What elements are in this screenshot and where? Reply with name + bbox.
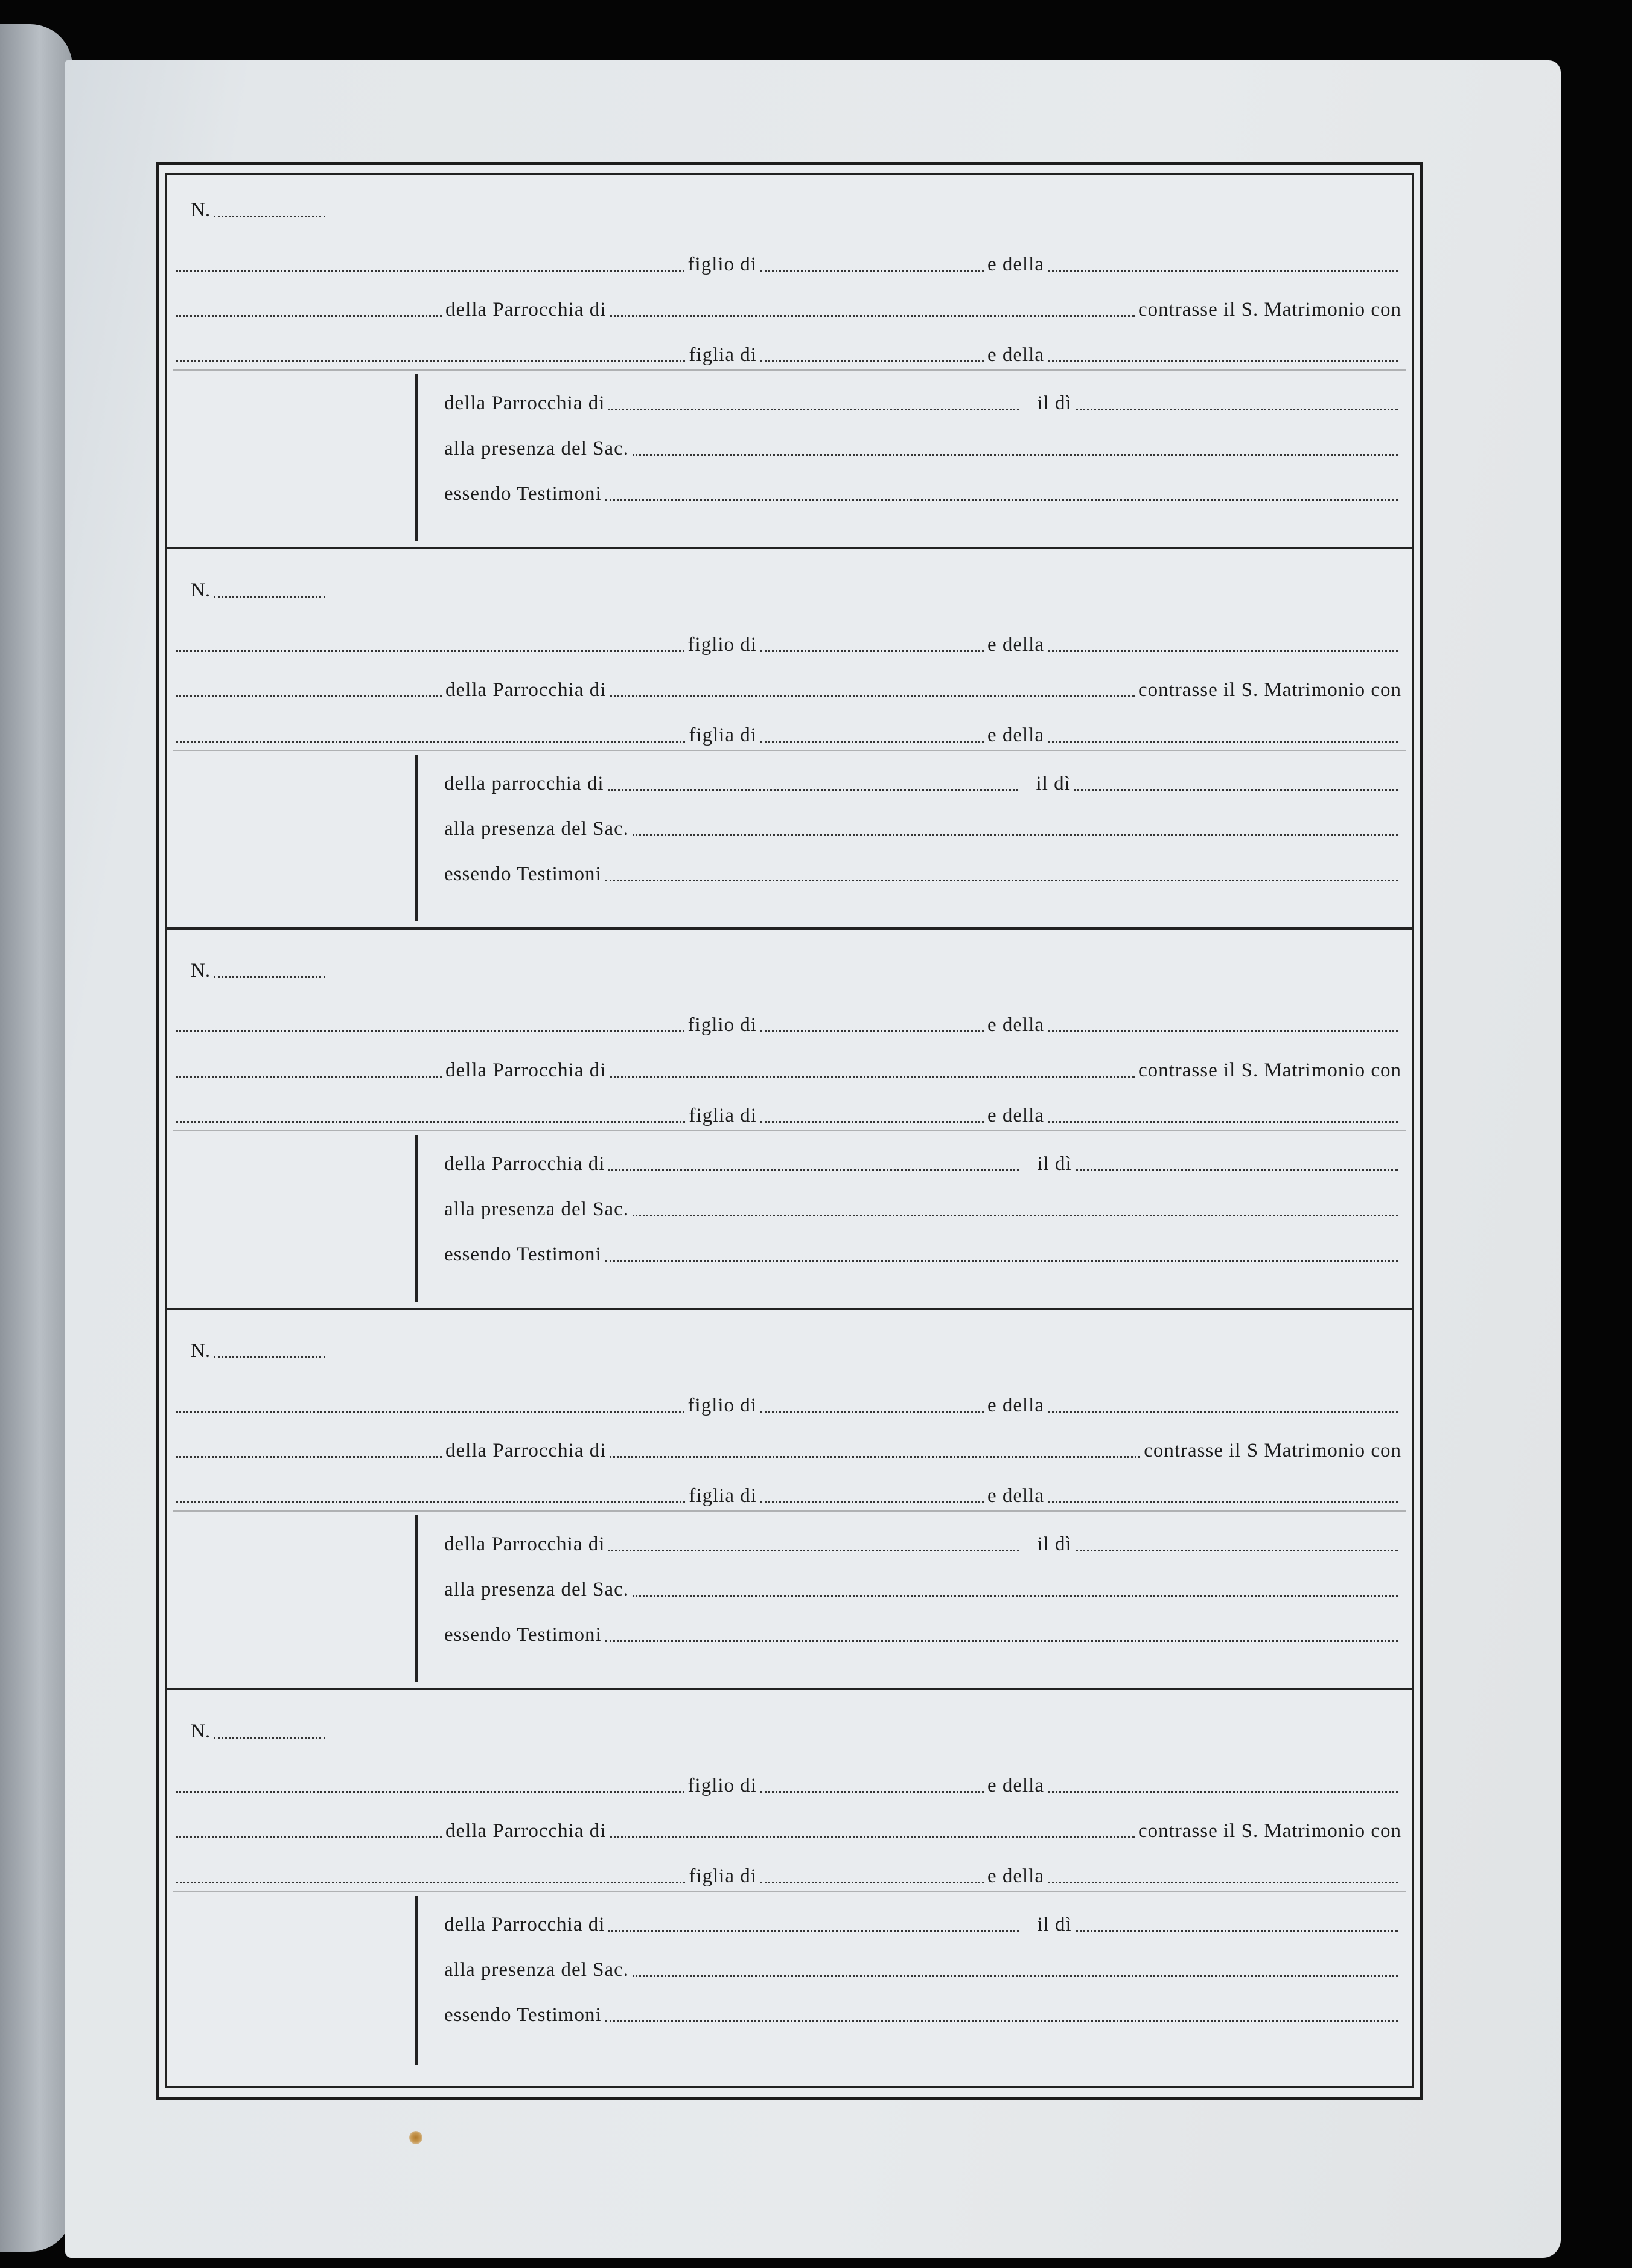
bride-mother-field[interactable] xyxy=(1048,1882,1398,1883)
presence-label: alla presenza del Sac. xyxy=(444,438,630,459)
bride-parish-field[interactable] xyxy=(608,1930,1019,1932)
groom-parish-field[interactable] xyxy=(610,1456,1140,1458)
groom-parish-label: della Parrocchia di xyxy=(445,1820,607,1842)
presence-label: alla presenza del Sac. xyxy=(444,1959,630,1981)
married-with-label: contrasse il S. Matrimonio con xyxy=(1138,1820,1401,1842)
priest-field[interactable] xyxy=(633,454,1398,456)
groom-parish-field[interactable] xyxy=(610,1076,1135,1078)
marriage-entry-3 xyxy=(167,936,1412,1310)
entry-vertical-rule xyxy=(415,1896,418,2065)
witnesses-label: essendo Testimoni xyxy=(444,483,602,505)
groom-father-field[interactable] xyxy=(760,1030,984,1032)
date-field[interactable] xyxy=(1076,1169,1398,1171)
bride-father-field[interactable] xyxy=(760,741,984,743)
page-stain xyxy=(409,2131,422,2144)
groom-parish-label: della Parrocchia di xyxy=(445,299,607,321)
witnesses-field[interactable] xyxy=(605,1640,1398,1642)
groom-parish-field[interactable] xyxy=(610,1836,1135,1838)
number-label: N. xyxy=(191,580,211,601)
bride-father-field[interactable] xyxy=(760,1501,984,1503)
groom-parish-row xyxy=(173,299,1401,321)
entry-vertical-rule xyxy=(415,374,418,541)
on-day-label: il dì xyxy=(1037,1533,1072,1555)
bride-parish-field[interactable] xyxy=(608,789,1018,791)
groom-parish-row xyxy=(173,1440,1401,1462)
groom-mother-field[interactable] xyxy=(1048,270,1398,272)
priest-field[interactable] xyxy=(633,1595,1398,1597)
groom-parish-label: della Parrocchia di xyxy=(445,1440,607,1461)
groom-father-field[interactable] xyxy=(760,650,984,652)
groom-father-field[interactable] xyxy=(760,1791,984,1793)
groom-mother-field[interactable] xyxy=(1048,1411,1398,1413)
bride-father-field[interactable] xyxy=(760,360,984,362)
groom-surname-field[interactable] xyxy=(176,315,442,317)
groom-name-field[interactable] xyxy=(176,650,684,652)
number-label: N. xyxy=(191,1720,211,1742)
bride-parish-label: della parrocchia di xyxy=(444,773,604,794)
entry-vertical-rule xyxy=(415,1515,418,1682)
witnesses-field[interactable] xyxy=(605,880,1398,881)
groom-father-field[interactable] xyxy=(760,270,984,272)
married-with-label: contrasse il S Matrimonio con xyxy=(1144,1440,1401,1461)
entry-rule xyxy=(173,1891,1406,1892)
bride-parish-field[interactable] xyxy=(608,409,1019,410)
groom-surname-field[interactable] xyxy=(176,695,442,697)
witnesses-row xyxy=(444,2004,1401,2027)
groom-name-field[interactable] xyxy=(176,270,684,272)
bride-father-field[interactable] xyxy=(760,1882,984,1883)
marriage-entry-5 xyxy=(167,1696,1412,2071)
on-day-label: il dì xyxy=(1037,392,1072,414)
witnesses-field[interactable] xyxy=(605,2020,1398,2022)
entry-number xyxy=(191,1340,329,1362)
bride-parish-label: della Parrocchia di xyxy=(444,1533,605,1555)
priest-row xyxy=(444,1198,1401,1221)
entry-rule xyxy=(173,369,1406,371)
son-of-label: figlio di xyxy=(687,1394,757,1416)
witnesses-label: essendo Testimoni xyxy=(444,2004,602,2026)
bride-parish-label: della Parrocchia di xyxy=(444,1153,605,1175)
date-field[interactable] xyxy=(1076,409,1398,410)
priest-row xyxy=(444,818,1401,840)
bride-name-field[interactable] xyxy=(176,360,685,362)
register-frame xyxy=(156,162,1423,2100)
bride-mother-field[interactable] xyxy=(1048,1121,1398,1123)
left-page-edge xyxy=(0,24,72,2252)
witnesses-row xyxy=(444,1624,1401,1646)
daughter-of-label: figlia di xyxy=(689,1865,757,1887)
bride-name-field[interactable] xyxy=(176,1882,685,1883)
groom-name-field[interactable] xyxy=(176,1411,684,1413)
entry-rule xyxy=(173,1510,1406,1512)
entry-number xyxy=(191,1720,329,1743)
bride-parish-label: della Parrocchia di xyxy=(444,1914,605,1935)
entry-number xyxy=(191,960,329,982)
daughter-of-label: figlia di xyxy=(689,724,757,746)
daughter-of-label: figlia di xyxy=(689,1105,757,1126)
and-of-label: e della xyxy=(987,634,1044,656)
marriage-entry-1 xyxy=(167,175,1412,549)
entry-number xyxy=(191,199,329,222)
date-field[interactable] xyxy=(1076,1930,1398,1932)
bride-mother-field[interactable] xyxy=(1048,741,1398,743)
bride-name-field[interactable] xyxy=(176,1121,685,1123)
groom-row xyxy=(173,254,1401,276)
presence-label: alla presenza del Sac. xyxy=(444,818,630,840)
groom-parish-label: della Parrocchia di xyxy=(445,1059,607,1081)
on-day-label: il dì xyxy=(1036,773,1071,794)
presence-label: alla presenza del Sac. xyxy=(444,1579,630,1600)
bride-parish-row xyxy=(444,392,1401,415)
priest-field[interactable] xyxy=(633,1215,1398,1216)
bride-parish-field[interactable] xyxy=(608,1550,1019,1551)
and-of-label-bride: e della xyxy=(987,344,1044,366)
groom-row xyxy=(173,634,1401,656)
groom-parish-row xyxy=(173,1820,1401,1842)
and-of-label-bride: e della xyxy=(987,1485,1044,1507)
groom-row xyxy=(173,1014,1401,1037)
and-of-label-bride: e della xyxy=(987,724,1044,746)
and-of-label: e della xyxy=(987,1014,1044,1036)
bride-mother-field[interactable] xyxy=(1048,360,1398,362)
bride-row xyxy=(173,1105,1401,1127)
bride-parish-row xyxy=(444,773,1401,795)
witnesses-label: essendo Testimoni xyxy=(444,863,602,885)
son-of-label: figlio di xyxy=(687,1775,757,1797)
number-label: N. xyxy=(191,960,211,982)
bride-row xyxy=(173,344,1401,366)
number-field[interactable] xyxy=(214,216,325,217)
daughter-of-label: figlia di xyxy=(689,1485,757,1507)
groom-surname-field[interactable] xyxy=(176,1456,442,1458)
number-field[interactable] xyxy=(214,596,325,598)
entry-rule xyxy=(173,750,1406,751)
marriage-entry-2 xyxy=(167,555,1412,930)
witnesses-label: essendo Testimoni xyxy=(444,1244,602,1265)
bride-parish-row xyxy=(444,1533,1401,1556)
priest-field[interactable] xyxy=(633,1975,1398,1977)
groom-row xyxy=(173,1394,1401,1417)
groom-surname-field[interactable] xyxy=(176,1076,442,1078)
on-day-label: il dì xyxy=(1037,1914,1072,1935)
number-field[interactable] xyxy=(214,976,325,978)
bride-parish-row xyxy=(444,1153,1401,1175)
married-with-label: contrasse il S. Matrimonio con xyxy=(1138,1059,1401,1081)
register-frame-inner xyxy=(165,173,1414,2088)
and-of-label: e della xyxy=(987,1394,1044,1416)
entry-vertical-rule xyxy=(415,1135,418,1302)
bride-row xyxy=(173,724,1401,747)
entry-number xyxy=(191,580,329,602)
bride-parish-field[interactable] xyxy=(608,1169,1019,1171)
priest-field[interactable] xyxy=(633,834,1398,836)
witnesses-field[interactable] xyxy=(605,1260,1398,1262)
married-with-label: contrasse il S. Matrimonio con xyxy=(1138,679,1401,701)
married-with-label: contrasse il S. Matrimonio con xyxy=(1138,299,1401,321)
on-day-label: il dì xyxy=(1037,1153,1072,1175)
groom-name-field[interactable] xyxy=(176,1791,684,1793)
presence-label: alla presenza del Sac. xyxy=(444,1198,630,1220)
bride-name-field[interactable] xyxy=(176,1501,685,1503)
son-of-label: figlio di xyxy=(687,1014,757,1036)
groom-row xyxy=(173,1775,1401,1797)
groom-parish-label: della Parrocchia di xyxy=(445,679,607,701)
groom-mother-field[interactable] xyxy=(1048,650,1398,652)
date-field[interactable] xyxy=(1076,1550,1398,1551)
number-field[interactable] xyxy=(214,1737,325,1739)
groom-mother-field[interactable] xyxy=(1048,1791,1398,1793)
groom-parish-field[interactable] xyxy=(610,695,1135,697)
and-of-label-bride: e della xyxy=(987,1865,1044,1887)
bride-name-field[interactable] xyxy=(176,741,685,743)
number-label: N. xyxy=(191,199,211,221)
bride-row xyxy=(173,1485,1401,1507)
entry-vertical-rule xyxy=(415,755,418,921)
daughter-of-label: figlia di xyxy=(689,344,757,366)
son-of-label: figlio di xyxy=(687,634,757,656)
groom-parish-field[interactable] xyxy=(610,315,1135,317)
bride-father-field[interactable] xyxy=(760,1121,984,1123)
entry-rule xyxy=(173,1130,1406,1131)
witnesses-label: essendo Testimoni xyxy=(444,1624,602,1646)
bride-parish-label: della Parrocchia di xyxy=(444,392,605,414)
and-of-label: e della xyxy=(987,254,1044,275)
number-label: N. xyxy=(191,1340,211,1362)
groom-surname-field[interactable] xyxy=(176,1836,442,1838)
date-field[interactable] xyxy=(1074,789,1398,791)
marriage-entry-4 xyxy=(167,1316,1412,1690)
and-of-label-bride: e della xyxy=(987,1105,1044,1126)
groom-mother-field[interactable] xyxy=(1048,1030,1398,1032)
number-field[interactable] xyxy=(214,1356,325,1358)
bride-mother-field[interactable] xyxy=(1048,1501,1398,1503)
priest-row xyxy=(444,1579,1401,1601)
priest-row xyxy=(444,1959,1401,1981)
and-of-label: e della xyxy=(987,1775,1044,1797)
priest-row xyxy=(444,438,1401,460)
groom-name-field[interactable] xyxy=(176,1030,684,1032)
son-of-label: figlio di xyxy=(687,254,757,275)
groom-parish-row xyxy=(173,679,1401,701)
witnesses-field[interactable] xyxy=(605,499,1398,501)
witnesses-row xyxy=(444,1244,1401,1266)
groom-father-field[interactable] xyxy=(760,1411,984,1413)
witnesses-row xyxy=(444,483,1401,505)
witnesses-row xyxy=(444,863,1401,886)
bride-row xyxy=(173,1865,1401,1888)
bride-parish-row xyxy=(444,1914,1401,1936)
groom-parish-row xyxy=(173,1059,1401,1082)
